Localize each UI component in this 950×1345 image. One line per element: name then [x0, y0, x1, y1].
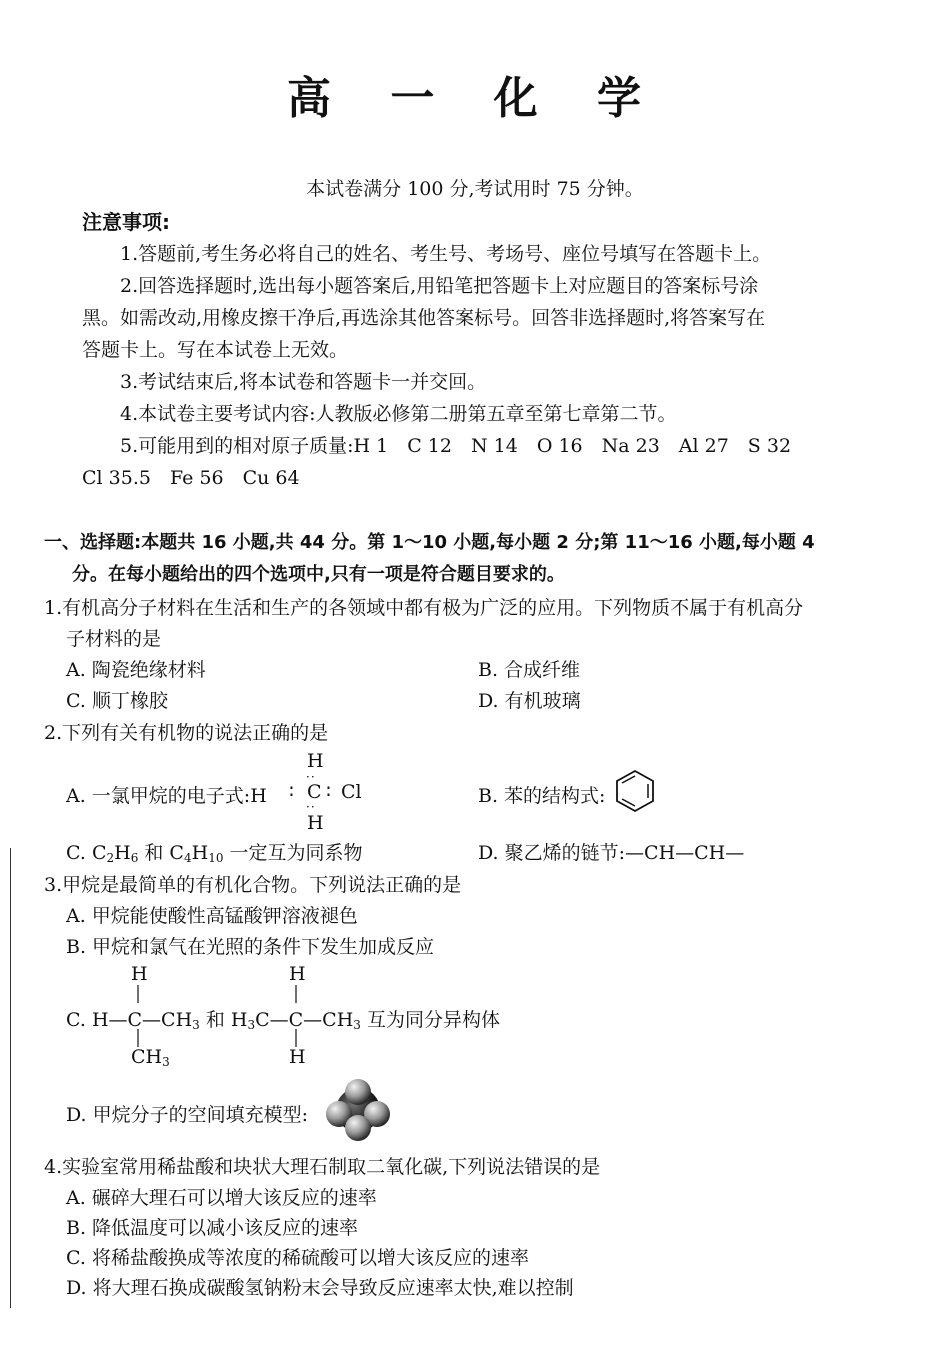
q2-option-d: D. 聚乙烯的链节:—CH—CH— [478, 842, 745, 864]
q2-option-b: B. 苯的结构式: [478, 785, 606, 807]
q2-option-c: C. $C_2H_6$ 和 $C_4H_{10}$ 一定互为同系物 [66, 842, 363, 865]
q2-a-chlorine: Cl [341, 781, 362, 803]
electron-dots: ·· [306, 770, 316, 784]
q3-c-struct2-bottom-h: H [289, 1046, 306, 1068]
note-2-line-3: 答题卡上。写在本试卷上无效。 [82, 339, 349, 361]
note-4: 4.本试卷主要考试内容:人教版必修第二册第五章至第七章第二节。 [120, 403, 677, 425]
q3-option-c: C. $H—C—CH_3$ 和 $H_3C—C—CH_3$ 互为同分异构体 [66, 1009, 500, 1032]
q4-stem: 4.实验室常用稀盐酸和块状大理石制取二氧化碳,下列说法错误的是 [44, 1156, 601, 1178]
q3-c-struct2-top-h: H [289, 963, 306, 985]
section-1-line-1: 一、选择题:本题共 16 小题,共 44 分。第 1～10 小题,每小题 2 分;第 11～16 小题,每小题 4 [44, 532, 815, 553]
q4-option-d: D. 将大理石换成碳酸氢钠粉末会导致反应速率太快,难以控制 [66, 1277, 574, 1299]
q2-a-top-h: H [307, 750, 324, 772]
electron-pair-2: ∶ [326, 781, 331, 803]
q1-option-d: D. 有机玻璃 [478, 690, 581, 712]
q4-option-a: A. 碾碎大理石可以增大该反应的速率 [66, 1187, 377, 1209]
q2-stem: 2.下列有关有机物的说法正确的是 [44, 722, 329, 744]
q3-stem: 3.甲烷是最简单的有机化合物。下列说法正确的是 [44, 874, 462, 896]
electron-pair-1: ∶ [289, 781, 294, 803]
page-title: 高 一 化 学 [287, 73, 663, 124]
note-2-line-1: 2.回答选择题时,选出每小题答案后,用铅笔把答题卡上对应题目的答案标号涂 [120, 275, 759, 297]
note-1: 1.答题前,考生务必将自己的姓名、考生号、考场号、座位号填写在答题卡上。 [120, 243, 772, 265]
note-3: 3.考试结束后,将本试卷和答题卡一并交回。 [120, 371, 487, 393]
note-5-line-1: 5.可能用到的相对原子质量:H 1 C 12 N 14 O 16 Na 23 Al 27 S 32 [120, 435, 792, 457]
electron-dots: ·· [306, 800, 316, 814]
note-5-line-2: Cl 35.5 Fe 56 Cu 64 [82, 467, 300, 489]
exam-info: 本试卷满分 100 分,考试用时 75 分钟。 [306, 178, 644, 200]
q3-option-d: D. 甲烷分子的空间填充模型: [66, 1104, 309, 1126]
q3-c-struct1-top-h: H [131, 963, 148, 985]
q1-option-c: C. 顺丁橡胶 [66, 690, 168, 712]
note-2-line-2: 黑。如需改动,用橡皮擦干净后,再选涂其他答案标号。回答非选择题时,将答案写在 [82, 307, 766, 329]
section-1-line-2: 分。在每小题给出的四个选项中,只有一项是符合题目要求的。 [72, 564, 565, 585]
methane-space-filling-model-icon [322, 1076, 394, 1144]
notes-heading: 注意事项: [82, 210, 170, 234]
margin-line [10, 848, 11, 1308]
q2-option-a: A. 一氯甲烷的电子式:H [66, 785, 267, 807]
q4-option-b: B. 降低温度可以减小该反应的速率 [66, 1217, 359, 1239]
q4-option-c: C. 将稀盐酸换成等浓度的稀硫酸可以增大该反应的速率 [66, 1247, 529, 1269]
q3-c-ch3: $CH_3$ [131, 1046, 170, 1069]
q3-option-a: A. 甲烷能使酸性高锰酸钾溶液褪色 [66, 905, 358, 927]
q3-option-b: B. 甲烷和氯气在光照的条件下发生加成反应 [66, 936, 435, 958]
q1-stem-line-1: 1.有机高分子材料在生活和生产的各领域中都有极为广泛的应用。下列物质不属于有机高分 [44, 597, 804, 619]
q1-option-a: A. 陶瓷绝缘材料 [66, 659, 206, 681]
q2-a-carbon: C [307, 781, 322, 803]
benzene-structure-icon [614, 768, 656, 814]
q2-a-bottom-h: H [307, 812, 324, 834]
q1-option-b: B. 合成纤维 [478, 659, 581, 681]
q1-stem-line-2: 子材料的是 [66, 628, 162, 650]
